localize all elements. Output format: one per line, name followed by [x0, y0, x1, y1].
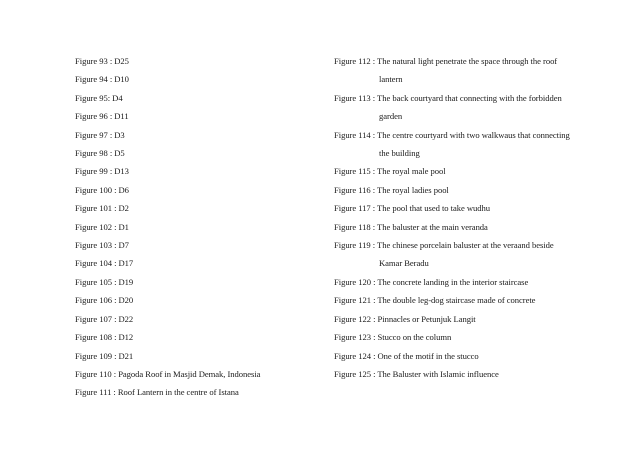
figure-entry: Figure 104 : D17 [75, 258, 134, 269]
figure-entry: Figure 106 : D20 [75, 295, 134, 306]
figure-entry-continuation: garden [379, 111, 403, 122]
figure-entry: Figure 115 : The royal male pool [334, 166, 446, 177]
figure-entry: Figure 96 : D11 [75, 111, 129, 122]
figure-entry: Figure 112 : The natural light penetrate the space through the roof [334, 56, 558, 66]
figure-entry: Figure 95: D4 [75, 92, 123, 103]
figure-list-left [75, 52, 325, 402]
figure-list-right [334, 52, 624, 383]
figure-entry: Figure 93 : D25 [75, 56, 129, 66]
figure-entry: Figure 103 : D7 [75, 240, 129, 251]
figure-entry-continuation: lantern [379, 74, 403, 85]
figure-entry-continuation: the building [379, 148, 420, 159]
figure-entry: Figure 122 : Pinnacles or Petunjuk Langit [334, 313, 476, 324]
figure-entry: Figure 109 : D21 [75, 350, 134, 361]
figure-entry: Figure 99 : D13 [75, 166, 129, 177]
figure-entry: Figure 111 : Roof Lantern in the centre of Istana [75, 387, 239, 398]
figure-entry: Figure 116 : The royal ladies pool [334, 184, 449, 195]
figure-entry: Figure 97 : D3 [75, 129, 125, 140]
figure-entry: Figure 100 : D6 [75, 184, 129, 195]
figure-entry: Figure 98 : D5 [75, 148, 125, 159]
figure-entry: Figure 121 : The double leg-dog staircase made of concrete [334, 295, 536, 306]
figure-entry: Figure 117 : The pool that used to take wudhu [334, 203, 490, 214]
figure-entry: Figure 124 : One of the motif in the stucco [334, 350, 479, 361]
figure-entry: Figure 118 : The baluster at the main veranda [334, 221, 488, 232]
figure-entry: Figure 107 : D22 [75, 313, 134, 324]
figure-entry: Figure 108 : D12 [75, 332, 134, 343]
figure-entry: Figure 102 : D1 [75, 221, 129, 232]
figure-entry: Figure 123 : Stucco on the column [334, 332, 452, 343]
figure-entry: Figure 94 : D10 [75, 74, 129, 85]
figure-entry: Figure 119 : The chinese porcelain baluster at the veraand beside [334, 240, 554, 251]
figure-entry: Figure 125 : The Baluster with Islamic influence [334, 368, 499, 379]
figure-entry: Figure 114 : The centre courtyard with two walkwaus that connecting [334, 129, 570, 140]
figure-entry: Figure 101 : D2 [75, 203, 129, 214]
figure-entry-continuation: Kamar Beradu [379, 258, 429, 269]
figure-entry: Figure 120 : The concrete landing in the interior staircase [334, 276, 529, 287]
figure-entry: Figure 113 : The back courtyard that connecting with the forbidden [334, 92, 562, 103]
figure-entry: Figure 110 : Pagoda Roof in Masjid Demak, Indonesia [75, 368, 261, 379]
figure-entry: Figure 105 : D19 [75, 276, 134, 287]
